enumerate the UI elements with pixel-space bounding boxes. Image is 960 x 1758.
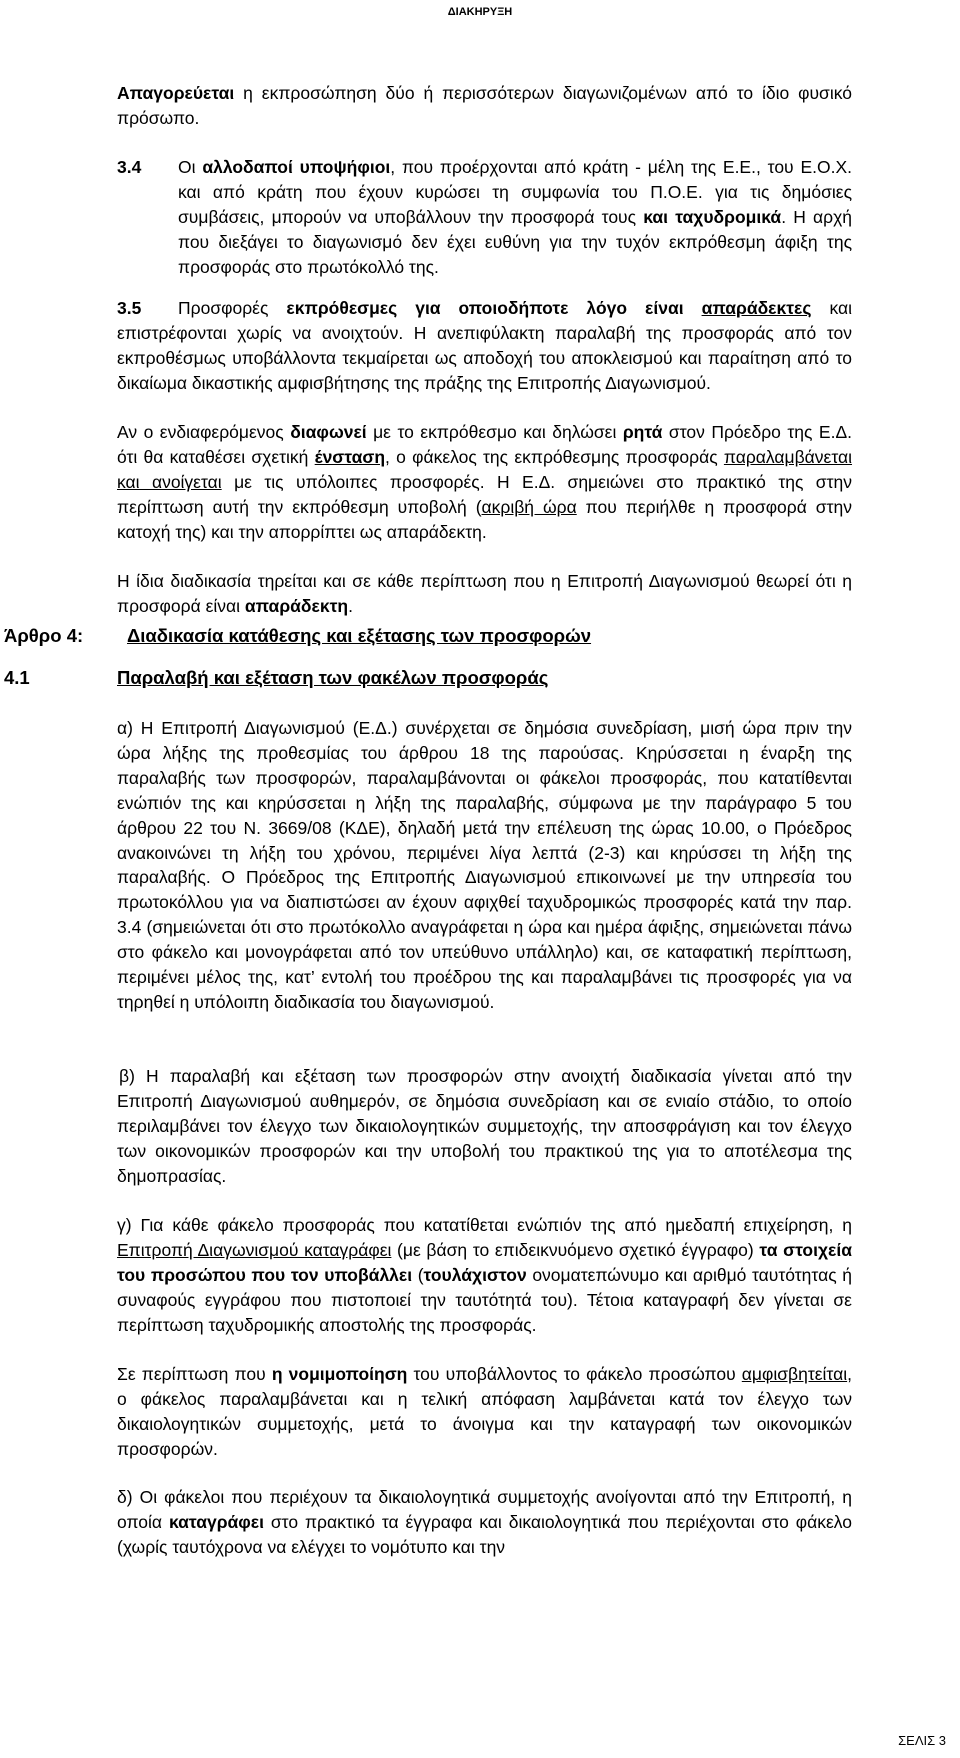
- section-3-4-number: 3.4: [117, 157, 142, 177]
- s35-p2-bold-1: διαφωνεί: [290, 422, 367, 442]
- s35-p2-text-2: με το εκπρόθεσμο και δηλώσει: [366, 422, 623, 442]
- article-4-label: Άρθρο 4:: [4, 625, 84, 646]
- pc-p2-text-1: Σε περίπτωση που: [117, 1364, 272, 1384]
- s34-bold-2: και ταχυδρομικά: [643, 206, 782, 227]
- s35-p2-text-3: στον Πρόεδρο της Ε.Δ. ότι θα καταθέσει σχετική: [117, 422, 852, 467]
- s35-p3-bold-1: απαράδεκτη: [244, 595, 349, 616]
- intro-paragraph: [117, 81, 852, 131]
- s34-bold-1: αλλοδαποί υποψήφιοι: [202, 157, 391, 177]
- s35-p2-bold-underline: ένσταση: [314, 446, 386, 467]
- pc-p2-bold-1: η νομιμοποίηση: [271, 1364, 408, 1384]
- s35-p1-bold-underline: απαράδεκτες: [701, 298, 812, 318]
- s35-p2-text-6: που περιήλθε η προσφορά στην κατοχή της) και την απορρίπτει ως απαράδεκτη.: [117, 496, 853, 542]
- s35-p2-underline-2: ακριβή ώρα: [481, 496, 577, 517]
- s35-p3-text-1: Η ίδια διαδικασία τηρείται και σε κάθε περίπτωση που η Επιτροπή Διαγωνισμού θεωρεί ότι η προσφορά είναι: [117, 571, 852, 616]
- s35-p2-underline-1: παραλαμβάνεται και ανοίγεται: [117, 446, 853, 492]
- s35-p1-text-1: Προσφορές: [178, 298, 287, 318]
- intro-text: η εκπροσώπηση δύο ή περισσότερων διαγωνιζομένων από το ίδιο φυσικό πρόσωπο.: [117, 83, 852, 128]
- s35-p2-text-1: Αν ο ενδιαφερόμενος: [117, 422, 291, 442]
- pd-bold-1: καταγράφει: [168, 1511, 264, 1532]
- pc-p1-bold-1: τα στοιχεία του προσώπου που τον υποβάλλει: [117, 1239, 852, 1285]
- pd-text-2: στο πρακτικό τα έγγραφα και δικαιολογητικά που περιέχονται στο φάκελο (χωρίς ταυτόχρονα να ελέγχει το νομότυπο και την: [117, 1511, 852, 1557]
- paragraph-b-text: β) Η παραλαβή και εξέταση των προσφορών στην ανοιχτή διαδικασία γίνεται από την Επιτροπή Διαγωνισμού αυθημερόν, σε δημόσια συνεδρίαση και σε ενιαίο στάδιο, το οποίο περιλαμβάνει τον έλεγχο των δικαιολογητικών συμμετοχής, την αποσφράγιση και τον έλεγχο των οικονομικών προσφορών και την υποβολή του πρακτικού της για το αποτέλεσμα της δημοπρασίας.: [117, 1066, 852, 1186]
- s35-p2-text-4: , ο φάκελος της εκπρόθεσμης προσφοράς: [385, 446, 724, 467]
- paragraph-a: [117, 716, 852, 1015]
- paragraph-b: [117, 1064, 852, 1189]
- section-3-5-paragraph-3: [117, 569, 852, 619]
- section-4-1-title: Παραλαβή και εξέταση των φακέλων προσφοράς: [117, 667, 549, 688]
- pc-p1-text-4: ονοματεπώνυμο και αριθμό ταυτότητας ή συναφούς εγγράφου που πιστοποιεί την ταυτότητά του). Τέτοια καταγραφή δεν γίνεται σε περίπτωση ταχυδρομικής αποστολής της προσφοράς.: [117, 1264, 852, 1335]
- s35-p3-text-2: .: [348, 595, 353, 616]
- section-4-1-number: 4.1: [4, 667, 30, 688]
- paragraph-d: [117, 1485, 852, 1560]
- pc-p1-text-3: (: [412, 1264, 424, 1285]
- s35-p2-bold-2: ρητά: [622, 422, 663, 442]
- pc-p2-underline: αμφισβητείται: [741, 1364, 848, 1384]
- pc-p1-text-1: γ) Για κάθε φάκελο προσφοράς που κατατίθεται ενώπιόν της από ημεδαπή επιχείρηση, η: [117, 1215, 852, 1235]
- paragraph-a-text: α) Η Επιτροπή Διαγωνισμού (Ε.Δ.) συνέρχεται σε δημόσια συνεδρίαση, μισή ώρα πριν την ώρα λήξης της προθεσμίας του άρθρου 18 της παρούσας. Κηρύσσεται η έναρξη της παραλαβής των προσφορών, παραλαμβάνονται οι φάκελοι προσφοράς, που κατατίθενται ενώπιόν της και κηρύσσεται η λήξη της παραλαβής, σύμφωνα με την παράγραφο 5 του άρθρου 22 του Ν. 3669/08 (ΚΔΕ), δηλαδή μετά την επέλευση της ώρας 10.00, ο Πρόεδρος ανακοινώνει τη λήξη του χρόνου, περιμένει λίγα λεπτά (2-3) και κηρύσσει τη λήξη της παραλαβής. Ο Πρόεδρος της Επιτροπής Διαγωνισμού επικοινωνεί με την υπηρεσία του πρωτοκόλλου για να διαπιστώσει αν έχουν αφιχθεί ταχυδρομικώς προσφορές κατά την παρ. 3.4 (σημειώνεται ότι στο πρωτόκολλο αναγράφεται η ώρα και ημέρα άφιξης, σημειώνεται πάνω στο φάκελο και μονογράφεται από τον υπεύθυνο υπάλληλο) και, σε καταφατική περίπτωση, περιμένει μέλος της, κατ’ εντολή του προέδρου της και παραλαμβάνει τις προσφορές για να τηρηθεί η υπόλοιπη διαδικασία του διαγωνισμού.: [117, 718, 852, 1012]
- pc-p1-bold-2: τουλάχιστον: [423, 1264, 527, 1285]
- s35-p1-bold-1: εκπρόθεσμες για οποιοδήποτε λόγο είναι: [286, 298, 702, 318]
- section-3-4-paragraph: [178, 155, 852, 280]
- section-3-5-paragraph-1: [117, 296, 852, 396]
- intro-bold-lead: Απαγορεύεται: [117, 83, 235, 103]
- document-header: ΔΙΑΚΗΡΥΞΗ: [447, 6, 513, 18]
- pc-p2-text-2: του υποβάλλοντος το φάκελο προσώπου: [407, 1364, 742, 1384]
- pc-p1-underline: Επιτροπή Διαγωνισμού καταγράφει: [117, 1239, 392, 1260]
- s34-text-2: , που προέρχονται από κράτη - μέλη της Ε.Ε., του Ε.Ο.Χ. και από κράτη που έχουν κυρώσει τη συμφωνία του Π.Ο.Ε. για τις δημόσιες συμβάσεις, μπορούν να υποβάλλουν την προσφορά τους: [178, 157, 852, 227]
- pc-p2-text-3: , ο φάκελος παραλαμβάνεται και η τελική απόφαση λαμβάνεται κατά τον έλεγχο των δικαιολογητικών συμμετοχής, μετά το άνοιγμα και την καταγραφή των οικονομικών προσφορών.: [117, 1364, 852, 1459]
- section-3-5-paragraph-2: [117, 420, 852, 545]
- pd-text-1: δ) Οι φάκελοι που περιέχουν τα δικαιολογητικά συμμετοχής ανοίγονται από την Επιτροπή, η οποία: [117, 1487, 852, 1532]
- pc-p1-text-2: (με βάση το επιδεικνυόμενο σχετικό έγγραφο): [391, 1239, 760, 1260]
- s35-p1-text-2: και επιστρέφονται χωρίς να ανοιχτούν. Η ανεπιφύλακτη παραλαβή της προσφοράς από τον εκπροθέσμως υποβάλλοντα τεκμαίρεται ως αποδοχή του αποκλεισμού και παραίτηση από το δικαίωμα δικαστικής αμφισβήτησης της πράξης της Επιτροπής Διαγωνισμού.: [117, 298, 852, 393]
- page-number: ΣΕΛΙΣ 3: [898, 1733, 946, 1748]
- paragraph-c-1: [117, 1213, 852, 1338]
- section-3-5-number: 3.5: [117, 298, 142, 318]
- s35-p2-text-5: με τις υπόλοιπες προσφορές. Η Ε.Δ. σημειώνει στο πρακτικό της στην περίπτωση αυτή την εκπρόθεσμη υποβολή (: [117, 471, 853, 517]
- s34-text-3: . Η αρχή που διεξάγει το διαγωνισμό δεν έχει ευθύνη για την τυχόν εκπρόθεσμη άφιξη της προσφοράς στο πρωτόκολλό της.: [178, 206, 853, 277]
- paragraph-c-2: [117, 1362, 852, 1462]
- s34-text-1: Οι: [178, 157, 203, 177]
- article-4-title: Διαδικασία κατάθεσης και εξέτασης των προσφορών: [127, 625, 592, 646]
